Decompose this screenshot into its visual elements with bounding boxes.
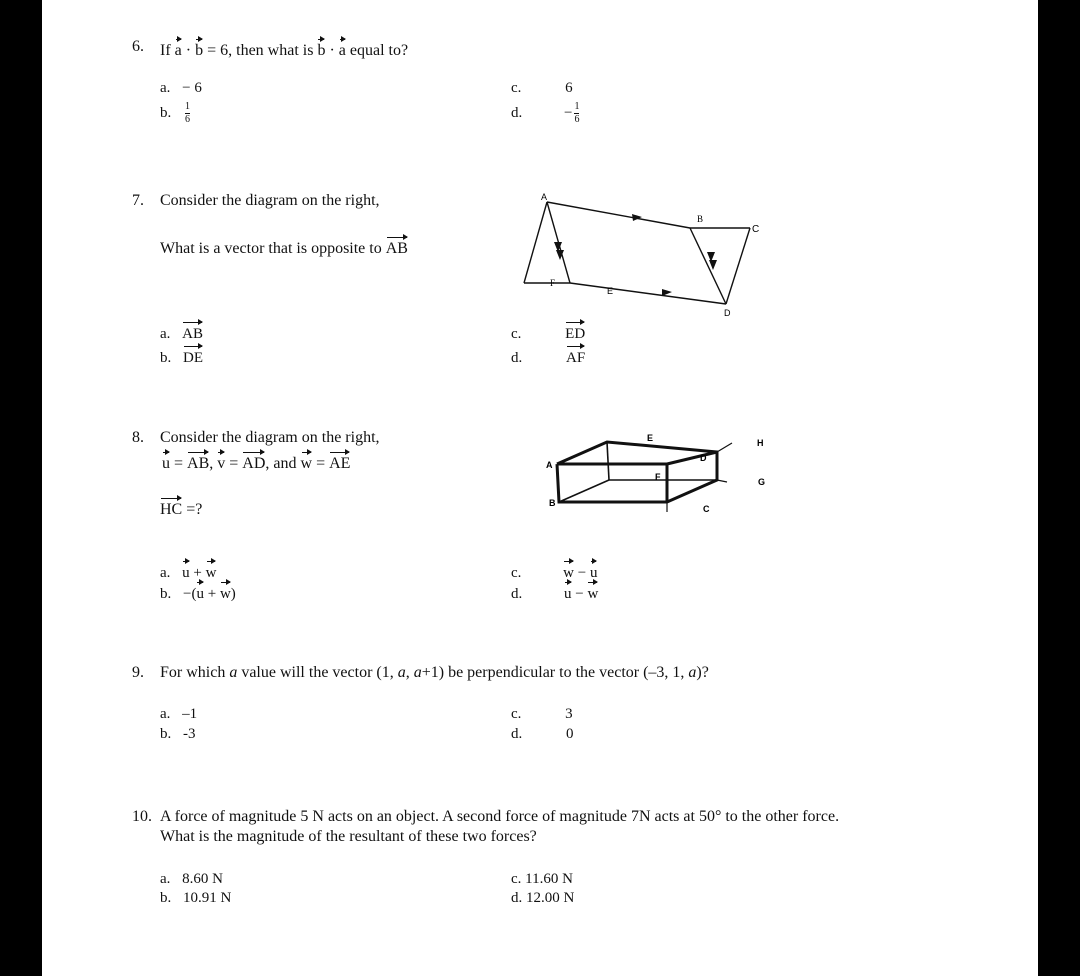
label-C: C <box>752 224 760 235</box>
edge-AF <box>524 202 547 283</box>
q10-number: 10. <box>132 808 152 825</box>
option-value: 0 <box>566 726 574 742</box>
q7-vec-AB: AB <box>386 235 408 259</box>
vec-u: u <box>564 580 572 604</box>
vec-w: w <box>220 580 231 604</box>
fraction <box>574 102 579 125</box>
q9-var-a: a <box>397 664 406 681</box>
option-vec: DE <box>183 344 203 368</box>
q7-option-a[interactable] <box>160 320 203 344</box>
q8-diagram <box>537 430 767 522</box>
q6-text-8: equal to? <box>345 42 409 59</box>
edge-AC <box>547 202 690 228</box>
op: ) <box>230 586 236 602</box>
option-letter: a. <box>160 706 171 722</box>
q6-text-2: · <box>181 42 196 59</box>
label-D: D <box>724 308 731 318</box>
option-letter: d. <box>511 586 523 602</box>
vec-AD: AD <box>242 450 265 474</box>
q8-line3-suffix: =? <box>182 501 203 518</box>
q6-number: 6. <box>132 38 144 55</box>
option-letter: a. <box>160 80 171 96</box>
vec-w: w <box>301 450 313 474</box>
label-E: E <box>647 433 654 443</box>
option-expr <box>564 586 598 602</box>
edge-ED <box>570 283 726 304</box>
q6-vec-b: b <box>195 37 203 61</box>
q10-option-b[interactable] <box>160 888 231 908</box>
q7-option-d[interactable] <box>511 344 585 368</box>
q8-line1: Consider the diagram on the right, <box>160 429 380 446</box>
denominator: 6 <box>185 114 190 125</box>
q9-question <box>160 663 709 683</box>
op: − <box>574 565 590 581</box>
option-letter: b. <box>160 104 172 121</box>
q10-option-d[interactable]: d. 12.00 N <box>511 890 575 906</box>
edge-CD <box>726 228 750 304</box>
option-letter: a. <box>160 565 171 581</box>
hidden-edge-BF <box>559 480 609 502</box>
option-letter: a. <box>160 871 171 887</box>
option-value: 10.91 N <box>183 890 232 906</box>
option-letter: a. <box>160 326 171 342</box>
option-letter: d. <box>511 350 523 366</box>
label-A: A <box>541 192 548 202</box>
q9-number: 9. <box>132 664 144 681</box>
q7-line1: Consider the diagram on the right, <box>160 192 380 209</box>
option-value: − 6 <box>182 80 202 96</box>
tick-G <box>717 480 727 482</box>
option-expr <box>183 586 236 602</box>
numerator: 1 <box>574 101 580 112</box>
option-vec: AF <box>566 344 585 368</box>
vec-AB: AB <box>187 450 209 474</box>
q8-line3 <box>160 496 202 520</box>
vec-w: w <box>206 559 217 583</box>
label-G: G <box>758 477 766 487</box>
option-value: 8.60 N <box>182 871 224 887</box>
q8-number: 8. <box>132 429 144 446</box>
vec-u: u <box>162 450 170 474</box>
q6-vec-b2: b <box>317 37 325 61</box>
q6-vec-a: a <box>175 37 182 61</box>
option-value: 3 <box>565 706 573 722</box>
q9-option-c[interactable] <box>511 704 573 724</box>
fraction <box>185 102 190 125</box>
q9-text: , <box>405 664 414 681</box>
label-F: F <box>550 278 556 288</box>
minus-sign: − <box>564 104 573 121</box>
option-letter: c. <box>511 565 522 581</box>
and-text: , and <box>265 455 301 472</box>
option-letter: b. <box>160 726 172 742</box>
vec-u: u <box>182 559 190 583</box>
arrow-AB <box>632 214 642 221</box>
vec-AE: AE <box>329 450 350 474</box>
eq: = <box>312 455 330 472</box>
q7-number: 7. <box>132 192 144 209</box>
op: − <box>571 586 588 602</box>
hidden-edge-EF <box>607 442 609 480</box>
q6-text-4: = 6, then what is <box>203 42 318 59</box>
label-B: B <box>549 498 556 508</box>
q8-option-b[interactable] <box>160 580 236 604</box>
q7-option-b[interactable] <box>160 344 203 368</box>
vec-HC: HC <box>160 496 182 520</box>
tick-H <box>717 443 732 452</box>
q9-text: +1) be perpendicular to the vector (–3, 1, <box>421 664 689 681</box>
q7-diagram <box>502 190 760 320</box>
arrow-BD-2 <box>709 260 717 270</box>
option-letter: b. <box>160 350 172 366</box>
q7-option-c[interactable] <box>511 320 585 344</box>
q10-line1: A force of magnitude 5 N acts on an object. A second force of magnitude 7N acts at 50° to the other force. <box>160 808 840 825</box>
q9-var-a: a <box>229 664 238 681</box>
numerator: 1 <box>185 101 190 112</box>
q8-line2 <box>162 450 350 474</box>
comma: , <box>209 455 218 472</box>
option-letter: c. <box>511 80 522 96</box>
op: + <box>189 565 206 581</box>
q9-option-a[interactable] <box>160 704 197 724</box>
q6-option-c[interactable] <box>511 78 573 98</box>
q6-text-0: If <box>160 42 175 59</box>
q9-option-d[interactable] <box>511 724 574 744</box>
vec-u: u <box>590 559 598 583</box>
option-letter: c. <box>511 706 522 722</box>
label-C: C <box>703 504 710 514</box>
q6-text-6: · <box>325 42 339 59</box>
option-value: 6 <box>565 80 573 96</box>
label-H: H <box>757 438 764 448</box>
q6-option-d[interactable] <box>511 102 579 125</box>
eq: = <box>225 455 243 472</box>
vec-u: u <box>196 580 204 604</box>
q7-line2-text: What is a vector that is opposite to <box>160 240 386 257</box>
q6-option-a[interactable] <box>160 78 202 98</box>
label-B: B <box>697 214 704 224</box>
q6-option-b[interactable] <box>160 102 190 125</box>
option-value: -3 <box>183 726 196 742</box>
q8-option-d[interactable] <box>511 580 598 604</box>
q9-option-b[interactable] <box>160 724 196 744</box>
option-letter: d. <box>511 104 523 121</box>
q9-var-a: a <box>688 664 697 681</box>
denominator: 6 <box>574 114 580 125</box>
arrow-ED <box>662 289 672 296</box>
vec-w: w <box>587 580 598 604</box>
q7-line2 <box>160 235 408 259</box>
q6-vec-a2: a <box>339 37 346 61</box>
q10-line2: What is the magnitude of the resultant of these two forces? <box>160 828 537 845</box>
worksheet-page <box>42 0 1038 976</box>
option-vec: AB <box>182 320 203 344</box>
edge-BD <box>690 228 726 304</box>
option-letter: b. <box>160 890 172 906</box>
edge-top-H <box>667 452 717 464</box>
q9-text: For which <box>160 664 230 681</box>
vec-w: w <box>563 559 574 583</box>
option-letter: c. <box>511 326 522 342</box>
eq: = <box>170 455 188 472</box>
q9-text: )? <box>696 664 709 681</box>
option-value: –1 <box>182 706 198 722</box>
op: −( <box>183 586 197 602</box>
q10-option-a[interactable] <box>160 869 223 889</box>
label-F: F <box>655 472 661 482</box>
label-D: D <box>700 453 707 463</box>
option-letter: b. <box>160 586 172 602</box>
option-vec: ED <box>565 320 585 344</box>
vec-v: v <box>217 450 225 474</box>
option-letter: d. <box>511 726 523 742</box>
q9-text: value will the vector (1, <box>237 664 398 681</box>
q6-question <box>160 37 408 61</box>
op: + <box>203 586 220 602</box>
q9-var-a: a <box>413 664 422 681</box>
q10-option-c[interactable]: c. 11.60 N <box>511 871 573 887</box>
label-A: A <box>546 460 553 470</box>
label-E: E <box>607 286 614 296</box>
